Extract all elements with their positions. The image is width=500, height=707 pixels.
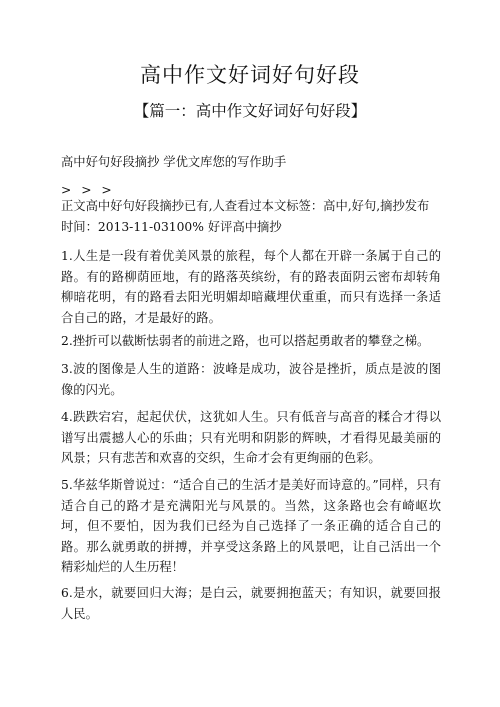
meta-text: 正文高中好句好段摘抄已有,人查看过本文标签：高中,好句,摘抄发布时间：2013-11-03100% 好评高中摘抄: [61, 199, 430, 234]
intro-line: 高中好句好段摘抄 学优文库您的写作助手: [61, 155, 287, 169]
arrow-markers: > > >: [61, 183, 115, 197]
document-subtitle: 【篇一：高中作文好词好句好段】: [133, 102, 367, 120]
document-title: 高中作文好词好句好段: [140, 63, 360, 87]
paragraph-2: 2.挫折可以截断怯弱者的前进之路，也可以搭起勇敢者的攀登之梯。: [61, 334, 430, 348]
paragraph-3: 3.波的图像是人生的道路：波峰是成功，波谷是挫折，质点是波的图像的闪光。: [61, 362, 441, 397]
paragraph-1: 1.人生是一段有着优美风景的旅程，每个人都在开辟一条属于自己的路。有的路柳荫匝地，有的路落英缤纷，有的路表面阴云密布却转角柳暗花明，有的路看去阳光明媚却暗藏埋伏重重，而只有选择一条适合自己的路，才是最好的路。: [61, 249, 441, 325]
paragraph-6: 6.是水，就要回归大海；是白云，就要拥抱蓝天；有知识，就要回报人民。: [61, 586, 441, 621]
paragraph-5: 5.华兹华斯曾说过：“适合自己的生活才是美好而诗意的。”同样，只有适合自己的路才是充满阳光与风景的。当然，这条路也会有崎岖坎坷，但不要怕，因为我们已经为自己选择了一条正确的适合自己的路。那么就勇敢的拼搏，并享受这条路上的风景吧，让自己活出一个精彩灿烂的人生历程！: [61, 478, 441, 574]
paragraph-4: 4.跌跌宕宕，起起伏伏，这犹如人生。只有低音与高音的糅合才得以谱写出震撼人心的乐曲；只有光明和阴影的辉映，才看得见最美丽的风景；只有悲苦和欢喜的交织，生命才会有更绚丽的色彩。: [61, 410, 441, 465]
